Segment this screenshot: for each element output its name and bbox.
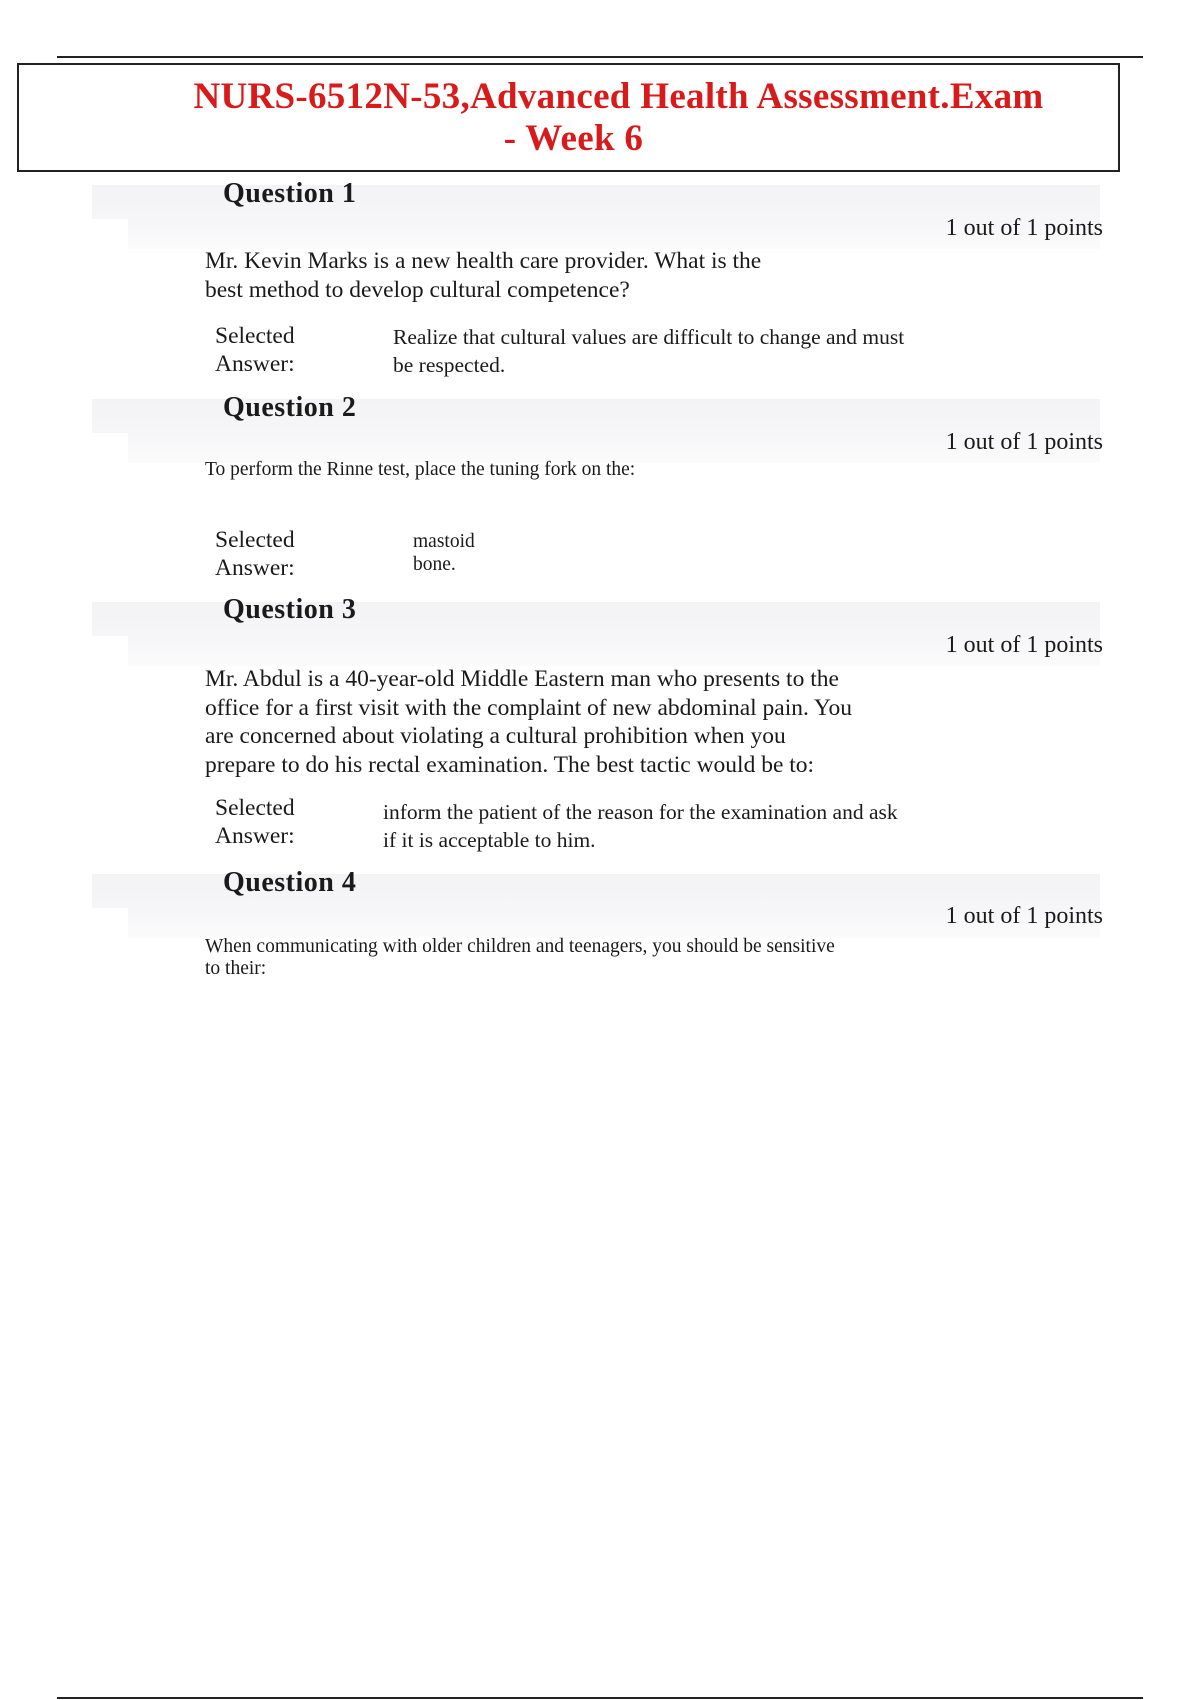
title-box (17, 63, 1120, 172)
question-3-points: 1 out of 1 points (945, 632, 1103, 658)
question-1-points: 1 out of 1 points (945, 215, 1103, 241)
question-4-points: 1 out of 1 points (945, 903, 1103, 929)
top-rule (57, 56, 1143, 58)
question-2-points: 1 out of 1 points (945, 429, 1103, 455)
question-3-heading: Question 3 (223, 594, 357, 625)
question-1-selected-answer: Realize that cultural values are difficult to change and must be respected. (393, 325, 905, 377)
question-3-selected-answer-label: Selected Answer: (215, 795, 295, 849)
question-2-heading: Question 2 (223, 392, 357, 423)
question-1-text: Mr. Kevin Marks is a new health care provider. What is the best method to develop cultural competence? (205, 248, 762, 303)
question-1-selected-answer-label: Selected Answer: (215, 323, 295, 377)
question-4-heading: Question 4 (223, 867, 357, 898)
question-3-text: Mr. Abdul is a 40-year-old Middle Eastern man who presents to the office for a first visit with the complaint of new abdominal pain. You are concerned about violating a cultural prohibition when you prepare to do his rectal examination. The best tactic would be to: (205, 666, 853, 778)
document-title-line-1: NURS-6512N-53,Advanced Health Assessment.Exam (193, 75, 1044, 117)
question-2-selected-answer-label: Selected Answer: (215, 527, 295, 581)
question-2-text: To perform the Rinne test, place the tuning fork on the: (205, 459, 636, 480)
bottom-rule (57, 1697, 1143, 1699)
question-2-selected-answer: mastoid bone. (413, 531, 475, 575)
document-title-line-2: - Week 6 (503, 117, 644, 159)
question-4-text: When communicating with older children and teenagers, you should be sensitive to their: (205, 936, 835, 979)
question-3-selected-answer: inform the patient of the reason for the examination and ask if it is acceptable to him. (383, 800, 898, 852)
question-1-heading: Question 1 (223, 178, 357, 209)
